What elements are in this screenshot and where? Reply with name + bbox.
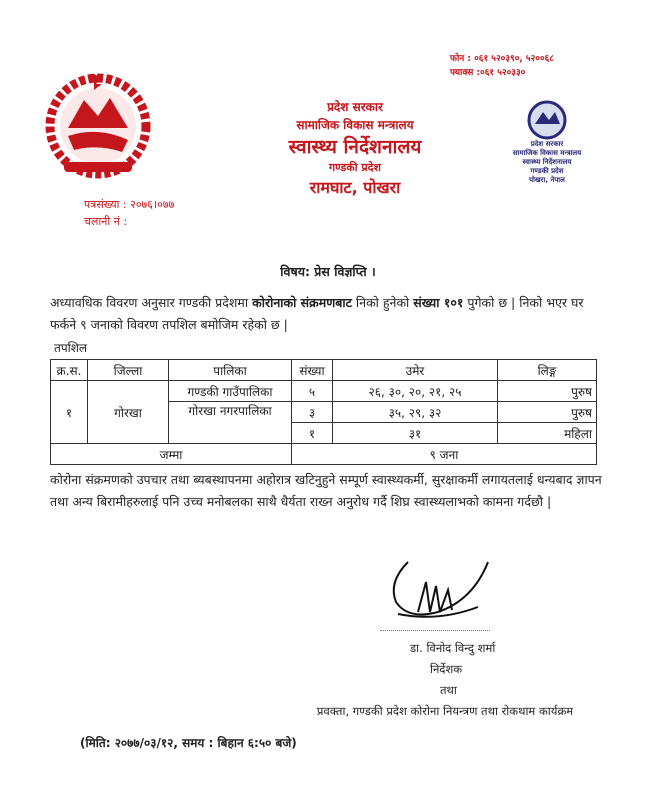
- gender-cell: पुरुष: [498, 381, 597, 402]
- count-cell: १: [292, 423, 333, 444]
- palika-cell: गोरखा नगरपालिका: [169, 402, 292, 444]
- nepal-emblem-logo: [42, 68, 154, 180]
- body-content: [50, 292, 602, 513]
- palika-cell: गण्डकी गाउँपालिका: [169, 381, 292, 402]
- official-stamp: [492, 100, 602, 185]
- date-time: (मिति: २०७७/०३/१२, समय : बिहान ६:५० बजे): [80, 736, 297, 750]
- reference-block: [84, 196, 174, 230]
- gender-cell: पुरुष: [498, 402, 597, 423]
- intro-bold: संख्या १०१: [413, 295, 464, 310]
- stamp-line: प्रदेश सरकार: [530, 140, 564, 148]
- count-cell: ५: [292, 381, 333, 402]
- stamp-line: सामाजिक विकास मन्त्रालय: [512, 149, 582, 157]
- total-value: ९ जना: [292, 444, 597, 465]
- intro-bold: कोरोनाको संक्रमणबाट: [252, 295, 352, 310]
- table-header-row: [51, 360, 597, 381]
- contact-info: [450, 52, 554, 80]
- ministry-name: सामाजिक विकास मन्त्रालय: [296, 118, 414, 132]
- signer-conjunction: तथा: [440, 683, 457, 697]
- total-label: जम्मा: [51, 444, 292, 465]
- directorate-name: स्वास्थ्य निर्देशनालय: [288, 136, 422, 158]
- signature: [378, 552, 493, 627]
- province-name: गण्डकी प्रदेश: [328, 161, 381, 174]
- govt-name: प्रदेश सरकार: [327, 100, 383, 114]
- age-cell: २६, ३०, २०, २१, २५: [333, 381, 498, 402]
- intro-text: अध्यावधिक विवरण अनुसार गण्डकी प्रदेशमा: [50, 295, 253, 310]
- header-serial: क्र.स.: [51, 360, 88, 381]
- intro-paragraph: [50, 292, 602, 336]
- count-cell: ३: [292, 402, 333, 423]
- age-cell: ३१: [333, 423, 498, 444]
- table-label: तपशिल: [54, 341, 88, 355]
- header-district: जिल्ला: [88, 360, 169, 381]
- stamp-line: पोखरा, नेपाल: [529, 176, 565, 184]
- table-row: [51, 381, 597, 402]
- letter-number: पत्रसंख्या : २०७६।०७७: [84, 198, 175, 211]
- header-count: संख्या: [292, 360, 333, 381]
- closing-paragraph: कोरोना संक्रमणको उपचार तथा ब्यबस्थापनमा अहोरात्र खटिनुहुने सम्पूर्ण स्वास्थ्यकर्मी, सुरक्षाकर्मी लगायतलाई धन्यबाद ज्ञापन तथा अन्य बिरामीहरुलाई पनि उच्च मनोबलका साथै धैर्यता राख्न अनुरोध गर्दै शिघ्र स्वास्थ्यलाभको कामना गर्दछौ |: [50, 472, 602, 509]
- subject-line: विषय: प्रेस विज्ञप्ति ।: [280, 264, 376, 279]
- header-age: उमेर: [333, 360, 498, 381]
- gender-cell: महिला: [498, 423, 597, 444]
- header-gender: लिङ्ग: [498, 360, 597, 381]
- district-cell: गोरखा: [88, 381, 169, 444]
- table-total-row: [51, 444, 597, 465]
- signer-block: [290, 638, 600, 722]
- signer-name: डा. विनोद विन्दु शर्मा: [410, 641, 496, 655]
- recovery-table: [50, 359, 597, 465]
- signer-role: प्रवक्ता, गण्डकी प्रदेश कोरोना नियन्त्रण तथा रोकथाम कार्यक्रम: [316, 704, 574, 718]
- stamp-emblem-icon: [527, 100, 567, 140]
- intro-text: निको हुनेको: [351, 295, 414, 310]
- signer-title: निर्देशक: [430, 662, 463, 676]
- stamp-line: गण्डकी प्रदेश: [530, 167, 564, 175]
- intro-text: पुगेको छ | निको भएर घर फर्कने ९ जनाको विवरण तपशिल बमोजिम रहेको छ |: [50, 295, 584, 332]
- address: रामघाट, पोखरा: [309, 178, 401, 197]
- signature-line: [380, 630, 490, 631]
- dispatch-number: चलानी नं :: [84, 215, 128, 228]
- serial-cell: १: [51, 381, 88, 444]
- header-palika: पालिका: [169, 360, 292, 381]
- phone-number: फोन : ०६१ ५२०३९०, ५२००६८: [450, 54, 555, 64]
- fax-number: फ्याक्स :०६१ ५२०३३०: [450, 68, 526, 78]
- age-cell: ३५, २९, ३२: [333, 402, 498, 423]
- stamp-line: स्वास्थ्य निर्देशनालय: [522, 158, 572, 166]
